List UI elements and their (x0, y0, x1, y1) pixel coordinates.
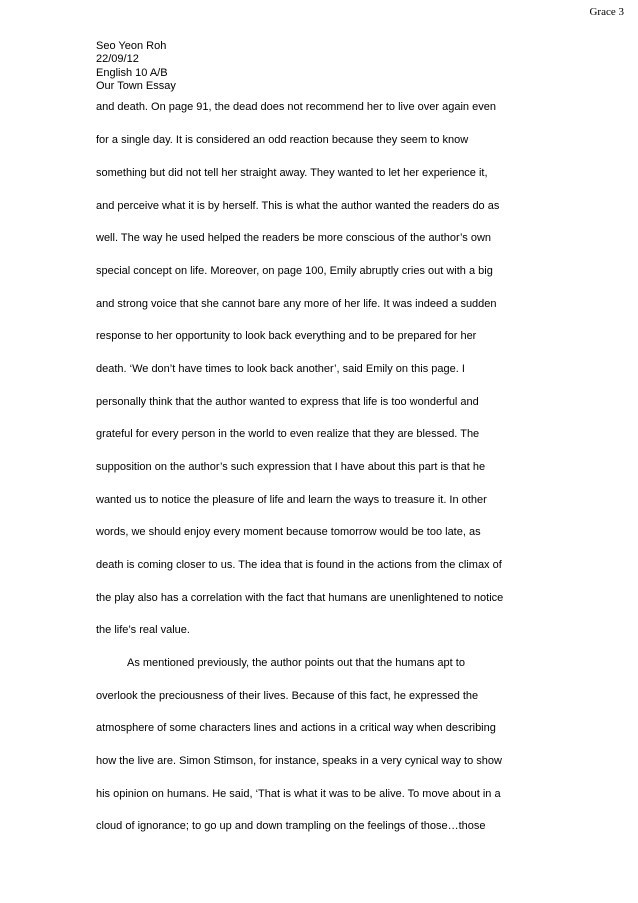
text-line: death. ‘We don’t have times to look back another’, said Emily on this page. I (96, 363, 465, 375)
text-line: and death. On page 91, the dead does not recommend her to live over again even (96, 101, 496, 113)
text-line: atmosphere of some characters lines and actions in a critical way when describing (96, 722, 496, 734)
text-line: grateful for every person in the world to even realize that they are blessed. The (96, 428, 480, 440)
date: 22/09/12 (96, 53, 139, 66)
text-line: supposition on the author’s such expression that I have about this part is that he (96, 461, 486, 473)
page-header: Grace 3 (589, 6, 624, 18)
text-line: response to her opportunity to look back everything and to be prepared for her (96, 330, 477, 342)
text-line: something but did not tell her straight away. They wanted to let her experience it, (96, 167, 488, 179)
text-line: words, we should enjoy every moment because tomorrow would be too late, as (96, 526, 481, 538)
text-line: the play also has a correlation with the fact that humans are unenlightened to notice (96, 592, 504, 604)
text-line: for a single day. It is considered an odd reaction because they seem to know (96, 134, 469, 146)
author-name: Seo Yeon Roh (96, 40, 167, 52)
text-line: death is coming closer to us. The idea that is found in the actions from the climax of (96, 559, 502, 571)
paragraph-start: As mentioned previously, the author points out that the humans apt to (127, 657, 465, 669)
text-line: and perceive what it is by herself. This is what the author wanted the readers do as (96, 200, 500, 212)
text-line: how the live are. Simon Stimson, for instance, speaks in a very cynical way to show (96, 755, 502, 767)
text-line: wanted us to notice the pleasure of life and learn the ways to treasure it. In other (96, 494, 487, 506)
text-line: cloud of ignorance; to go up and down trampling on the feelings of those…those (96, 820, 486, 832)
text-line: personally think that the author wanted to express that life is too wonderful and (96, 396, 479, 408)
essay-title: Our Town Essay (96, 79, 176, 92)
text-line: his opinion on humans. He said, ‘That is what it was to be alive. To move about in a (96, 788, 501, 800)
text-line: special concept on life. Moreover, on page 100, Emily abruptly cries out with a big (96, 265, 493, 277)
text-line: overlook the preciousness of their lives. Because of this fact, he expressed the (96, 690, 479, 702)
mla-heading (96, 40, 536, 93)
course: English 10 A/B (96, 66, 168, 79)
text-line: well. The way he used helped the readers be more conscious of the author’s own (96, 232, 492, 244)
text-line: the life’s real value. (96, 624, 190, 636)
text-line: and strong voice that she cannot bare any more of her life. It was indeed a sudden (96, 298, 497, 310)
